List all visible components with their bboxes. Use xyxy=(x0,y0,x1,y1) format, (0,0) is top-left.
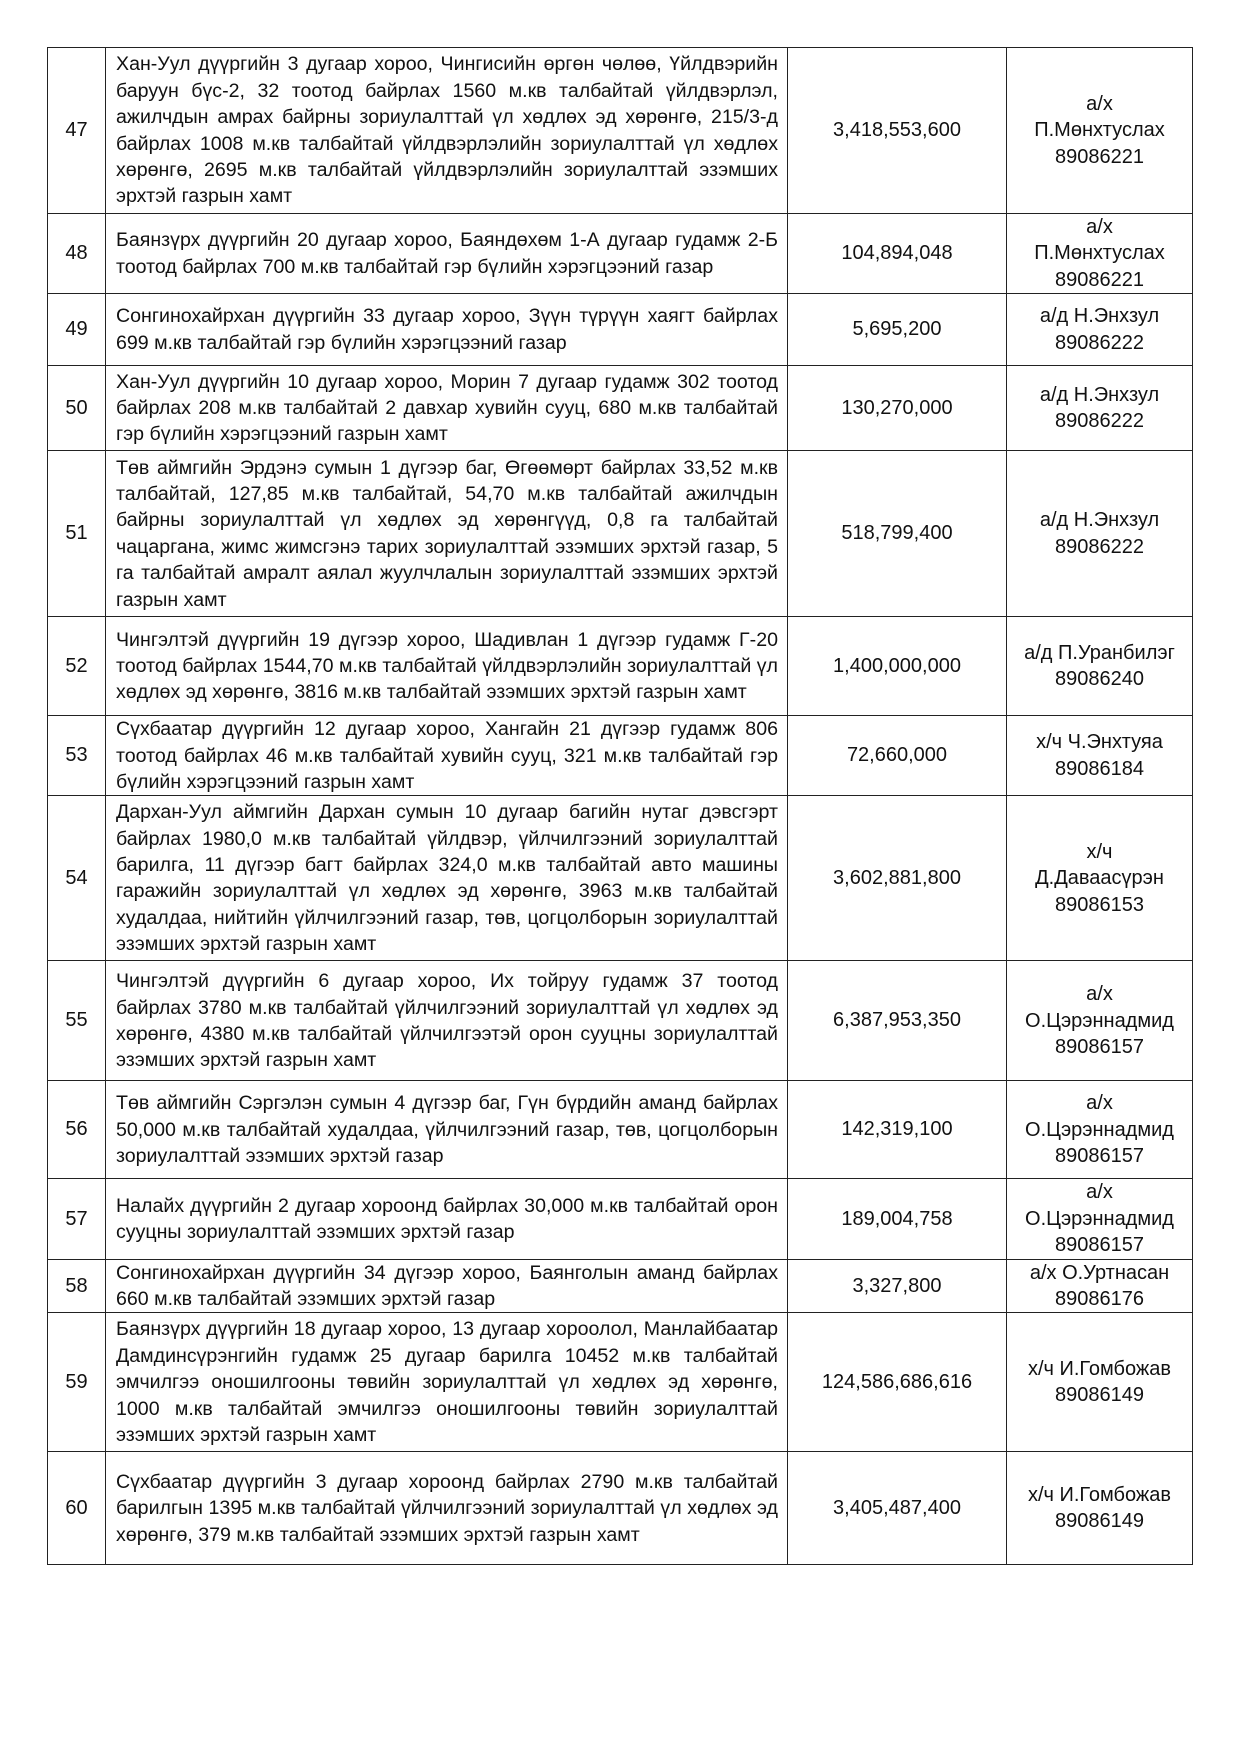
row-number: 54 xyxy=(48,796,106,961)
table-row xyxy=(48,48,1193,214)
contact-phone: 89086222 xyxy=(1055,331,1144,354)
row-number: 59 xyxy=(48,1313,106,1452)
row-number: 51 xyxy=(48,451,106,617)
row-number: 58 xyxy=(48,1259,106,1313)
row-number: 52 xyxy=(48,617,106,716)
row-number: 55 xyxy=(48,961,106,1081)
contact-cell xyxy=(1007,1259,1193,1313)
property-value: 3,602,881,800 xyxy=(788,796,1007,961)
table-body xyxy=(48,48,1193,1565)
property-description: Сүхбаатар дүүргийн 12 дугаар хороо, Хангайн 21 дүгээр гудамж 806 тоотод байрлах 46 м.кв талбайтай хувийн сууц, 321 м.кв талбайтай гэр бүлийн хэрэгцээний газрын хамт xyxy=(106,716,788,796)
contact-phone: 89086149 xyxy=(1055,1510,1144,1533)
contact-phone: 89086240 xyxy=(1055,668,1144,691)
property-description: Чингэлтэй дүүргийн 6 дугаар хороо, Их тойруу гудамж 37 тоотод байрлах 3780 м.кв талбайтай үйлчилгээний зориулалттай үл хөдлөх эд хөрөнгө, 4380 м.кв талбайтай үйлчилгээтэй орон сууцны зориулалттай эзэмших эрхтэй газрын хамт xyxy=(106,961,788,1081)
property-description: Төв аймгийн Эрдэнэ сумын 1 дүгээр баг, Өгөөмөрт байрлах 33,52 м.кв талбайтай, 127,85 м.кв талбайтай, 54,70 м.кв талбайтай ажилчдын байрны зориулалттай үл хөдлөх эд хөрөнгүүд, 0,8 га талбайтай чацаргана, жимс жимсгэнэ тарих зориулалттай эзэмших эрхтэй газар, 5 га талбайтай амралт аялал жуулчлалын зориулалттай эзэмших эрхтэй газрын хамт xyxy=(106,451,788,617)
table-row xyxy=(48,1313,1193,1452)
contact-cell xyxy=(1007,214,1193,294)
contact-phone: 89086149 xyxy=(1055,1384,1144,1407)
row-number: 50 xyxy=(48,366,106,451)
property-description: Чингэлтэй дүүргийн 19 дүгээр хороо, Шадивлан 1 дүгээр гудамж Г-20 тоотод байрлах 1544,70 м.кв талбайтай үйлдвэрлэлийн зориулалттай үл хөдлөх эд хөрөнгө, 3816 м.кв талбайтай эзэмших эрхтэй газрын хамт xyxy=(106,617,788,716)
row-number: 53 xyxy=(48,716,106,796)
contact-cell xyxy=(1007,1313,1193,1452)
contact-cell xyxy=(1007,716,1193,796)
property-description: Хан-Уул дүүргийн 3 дугаар хороо, Чингисийн өргөн чөлөө, Үйлдвэрийн баруун бүс-2, 32 тоотод байрлах 1560 м.кв талбайтай үйлдвэрлэл, ажилчдын амрах байрны зориулалттай үл хөдлөх эд хөрөнгө, 215/3-д байрлах 1008 м.кв талбайтай үйлдвэрлэлийн зориулалттай үл хөдлөх хөрөнгө, 2695 м.кв талбайтай үйлдвэрлэлийн зориулалттай эзэмших эрхтэй газрын хамт xyxy=(106,48,788,214)
contact-name: а/х xyxy=(1086,92,1113,115)
contact-name: а/д Н.Энхзул xyxy=(1039,509,1160,532)
property-value: 130,270,000 xyxy=(788,366,1007,451)
table-row xyxy=(48,1259,1193,1313)
property-table xyxy=(47,47,1193,1565)
property-description: Хан-Уул дүүргийн 10 дугаар хороо, Морин 7 дугаар гудамж 302 тоотод байрлах 208 м.кв талбайтай 2 давхар хувийн сууц, 680 м.кв талбайтай гэр бүлийн хэрэгцээний газрын хамт xyxy=(106,366,788,451)
contact-phone: 89086221 xyxy=(1055,268,1144,291)
contact-name: а/х xyxy=(1086,983,1113,1006)
contact-cell xyxy=(1007,366,1193,451)
contact-name: а/д Н.Энхзул xyxy=(1039,383,1160,406)
table-row xyxy=(48,617,1193,716)
contact-cell xyxy=(1007,1179,1193,1259)
property-value: 5,695,200 xyxy=(788,294,1007,366)
contact-phone: 89086157 xyxy=(1055,1036,1144,1059)
property-value: 3,327,800 xyxy=(788,1259,1007,1313)
contact-cell xyxy=(1007,48,1193,214)
contact-name: х/ч Ч.Энхтуяа xyxy=(1036,731,1163,754)
property-value: 1,400,000,000 xyxy=(788,617,1007,716)
table-row xyxy=(48,716,1193,796)
property-description: Сонгинохайрхан дүүргийн 33 дугаар хороо, Зүүн түрүүн хаягт байрлах 699 м.кв талбайтай гэр бүлийн хэрэгцээний газар xyxy=(106,294,788,366)
table-row xyxy=(48,1179,1193,1259)
contact-name: х/ч xyxy=(1086,840,1113,863)
contact-phone: 89086153 xyxy=(1055,893,1144,916)
contact-cell xyxy=(1007,1081,1193,1179)
table-row xyxy=(48,1452,1193,1565)
document-page xyxy=(47,47,1193,1565)
row-number: 60 xyxy=(48,1452,106,1565)
row-number: 48 xyxy=(48,214,106,294)
property-description: Төв аймгийн Сэргэлэн сумын 4 дүгээр баг, Гүн бүрдийн аманд байрлах 50,000 м.кв талбайтай худалдаа, үйлчилгээний газар, төв, цогцолборын зориулалттай эзэмших эрхтэй газар xyxy=(106,1081,788,1179)
contact-phone: 89086184 xyxy=(1055,757,1144,780)
contact-name: Д.Даваасүрэн xyxy=(1035,867,1164,890)
contact-name: О.Цэрэннадмид xyxy=(1025,1118,1174,1141)
contact-name: а/д Н.Энхзул xyxy=(1039,305,1160,328)
contact-name: х/ч И.Гомбожав xyxy=(1027,1358,1172,1381)
property-value: 518,799,400 xyxy=(788,451,1007,617)
property-description: Налайх дүүргийн 2 дугаар хороонд байрлах 30,000 м.кв талбайтай орон сууцны зориулалттай эзэмших эрхтэй газар xyxy=(106,1179,788,1259)
contact-phone: 89086176 xyxy=(1055,1288,1144,1311)
property-value: 124,586,686,616 xyxy=(788,1313,1007,1452)
property-description: Дархан-Уул аймгийн Дархан сумын 10 дугаар багийн нутаг дэвсгэрт байрлах 1980,0 м.кв талбайтай үйлдвэр, үйлчилгээний зориулалттай барилга, 11 дүгээр багт байрлах 324,0 м.кв талбайтай авто машины гаражийн зориулалттай үл хөдлөх эд хөрөнгө, 3963 м.кв талбайтай худалдаа, нийтийн үйлчилгээний газар, төв, цогцолборын зориулалттай эзэмших эрхтэй газрын хамт xyxy=(106,796,788,961)
contact-cell xyxy=(1007,451,1193,617)
contact-name: а/д П.Уранбилэг xyxy=(1024,641,1175,664)
contact-name: х/ч И.Гомбожав xyxy=(1027,1484,1172,1507)
contact-name: а/х xyxy=(1086,216,1113,238)
row-number: 47 xyxy=(48,48,106,214)
property-value: 72,660,000 xyxy=(788,716,1007,796)
property-value: 104,894,048 xyxy=(788,214,1007,294)
contact-name: П.Мөнхтуслах xyxy=(1034,242,1165,265)
property-value: 3,418,553,600 xyxy=(788,48,1007,214)
property-value: 6,387,953,350 xyxy=(788,961,1007,1081)
table-row xyxy=(48,1081,1193,1179)
contact-cell xyxy=(1007,961,1193,1081)
contact-name: а/х xyxy=(1086,1181,1113,1204)
row-number: 56 xyxy=(48,1081,106,1179)
property-description: Баянзүрх дүүргийн 20 дугаар хороо, Баяндөхөм 1-А дугаар гудамж 2-Б тоотод байрлах 700 м.кв талбайтай гэр бүлийн хэрэгцээний газар xyxy=(106,214,788,294)
contact-cell xyxy=(1007,617,1193,716)
table-row xyxy=(48,214,1193,294)
table-row xyxy=(48,294,1193,366)
table-row xyxy=(48,366,1193,451)
contact-phone: 89086221 xyxy=(1055,145,1144,168)
row-number: 57 xyxy=(48,1179,106,1259)
property-description: Баянзүрх дүүргийн 18 дугаар хороо, 13 дугаар хороолол, Манлайбаатар Дамдинсүрэнгийн гудамж 25 дугаар барилга 10452 м.кв талбайтай эмчилгээ оношилгооны төвийн зориулалттай үл хөдлөх эд хөрөнгө, 1000 м.кв талбайтай эмчилгээ оношилгооны төвийн зориулалттай эзэмших эрхтэй газрын хамт xyxy=(106,1313,788,1452)
contact-cell xyxy=(1007,796,1193,961)
table-row xyxy=(48,796,1193,961)
contact-cell xyxy=(1007,294,1193,366)
property-value: 142,319,100 xyxy=(788,1081,1007,1179)
property-value: 189,004,758 xyxy=(788,1179,1007,1259)
contact-name: а/х xyxy=(1086,1092,1113,1115)
property-value: 3,405,487,400 xyxy=(788,1452,1007,1565)
table-row xyxy=(48,961,1193,1081)
contact-phone: 89086157 xyxy=(1055,1234,1144,1257)
contact-phone: 89086157 xyxy=(1055,1145,1144,1168)
property-description: Сүхбаатар дүүргийн 3 дугаар хороонд байрлах 2790 м.кв талбайтай барилгын 1395 м.кв талбайтай үйлчилгээний зориулалттай үл хөдлөх эд хөрөнгө, 379 м.кв талбайтай эзэмших эрхтэй газрын хамт xyxy=(106,1452,788,1565)
contact-name: П.Мөнхтуслах xyxy=(1034,119,1165,142)
contact-cell xyxy=(1007,1452,1193,1565)
table-row xyxy=(48,451,1193,617)
property-description: Сонгинохайрхан дүүргийн 34 дүгээр хороо, Баянголын аманд байрлах 660 м.кв талбайтай эзэмших эрхтэй газар xyxy=(106,1259,788,1313)
contact-phone: 89086222 xyxy=(1055,410,1144,433)
contact-phone: 89086222 xyxy=(1055,535,1144,558)
contact-name: а/х О.Уртнасан xyxy=(1029,1261,1170,1284)
contact-name: О.Цэрэннадмид xyxy=(1025,1009,1174,1032)
contact-name: О.Цэрэннадмид xyxy=(1025,1207,1174,1230)
row-number: 49 xyxy=(48,294,106,366)
